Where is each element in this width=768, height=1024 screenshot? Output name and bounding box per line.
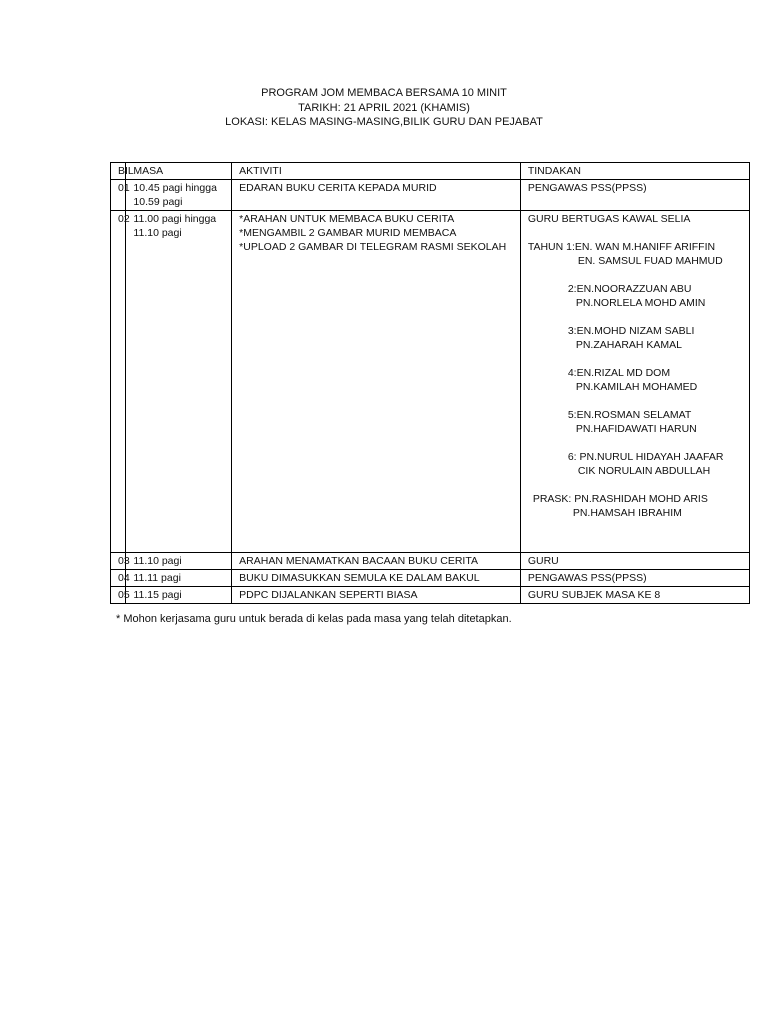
teacher-group-tahun5 bbox=[528, 408, 742, 436]
teacher-group-prask bbox=[528, 492, 742, 520]
cell-aktiviti: BUKU DIMASUKKAN SEMULA KE DALAM BAKUL bbox=[232, 570, 521, 587]
cell-aktiviti: EDARAN BUKU CERITA KEPADA MURID bbox=[232, 180, 521, 211]
teacher-line: PN.NORLELA MOHD AMIN bbox=[575, 297, 706, 309]
cell-tindakan: GURU SUBJEK MASA KE 8 bbox=[520, 587, 749, 604]
aktiviti-line: *ARAHAN UNTUK MEMBACA BUKU CERITA bbox=[239, 213, 455, 225]
aktiviti-line: *UPLOAD 2 GAMBAR DI TELEGRAM RASMI SEKOLAH bbox=[239, 241, 507, 253]
cell-aktiviti: ARAHAN MENAMATKAN BACAAN BUKU CERITA bbox=[232, 553, 521, 570]
teacher-line: EN. SAMSUL FUAD MAHMUD bbox=[577, 255, 723, 267]
cell-masa: 11.11 pagi bbox=[126, 570, 232, 587]
tindakan-title: GURU BERTUGAS KAWAL SELIA bbox=[527, 213, 691, 225]
table-row bbox=[111, 211, 750, 553]
teacher-line: CIK NORULAIN ABDULLAH bbox=[577, 465, 711, 477]
table-header-row bbox=[111, 163, 750, 180]
cell-masa: 11.10 pagi bbox=[126, 553, 232, 570]
cell-bil: 04 bbox=[111, 570, 126, 587]
cell-bil: 03 bbox=[111, 553, 126, 570]
footnote: * Mohon kerjasama guru untuk berada di kelas pada masa yang telah ditetapkan. bbox=[116, 613, 512, 625]
teacher-line: 6: PN.NURUL HIDAYAH JAAFAR bbox=[567, 451, 724, 463]
teacher-group-tahun3 bbox=[528, 324, 742, 352]
schedule-table bbox=[110, 162, 750, 604]
masa-line: 11.10 pagi bbox=[133, 227, 182, 239]
teacher-group-tahun4 bbox=[528, 366, 742, 394]
header-aktiviti: AKTIVITI bbox=[232, 163, 521, 180]
table-row bbox=[111, 570, 750, 587]
cell-tindakan: GURU bbox=[520, 553, 749, 570]
cell-masa: 11.15 pagi bbox=[126, 587, 232, 604]
teacher-group-tahun6 bbox=[528, 450, 742, 478]
cell-bil: 05 bbox=[111, 587, 126, 604]
header-masa: MASA bbox=[126, 163, 232, 180]
table-row bbox=[111, 553, 750, 570]
table-row bbox=[111, 587, 750, 604]
cell-aktiviti bbox=[232, 211, 521, 553]
program-title: PROGRAM JOM MEMBACA BERSAMA 10 MINIT bbox=[261, 87, 507, 99]
teacher-line: PN.HAFIDAWATI HARUN bbox=[575, 423, 697, 435]
teacher-line: 5:EN.ROSMAN SELAMAT bbox=[567, 409, 692, 421]
masa-line: 10.59 pagi bbox=[133, 196, 183, 208]
teacher-line: PN.HAMSAH IBRAHIM bbox=[572, 507, 682, 519]
document-header bbox=[0, 86, 768, 130]
cell-tindakan: PENGAWAS PSS(PPSS) bbox=[520, 570, 749, 587]
table-row bbox=[111, 180, 750, 211]
cell-masa bbox=[126, 211, 232, 553]
teacher-line: PRASK: PN.RASHIDAH MOHD ARIS bbox=[532, 493, 708, 505]
program-location: LOKASI: KELAS MASING-MASING,BILIK GURU DAN PEJABAT bbox=[225, 116, 543, 128]
teacher-line: 3:EN.MOHD NIZAM SABLI bbox=[567, 325, 695, 337]
teacher-group-tahun2 bbox=[528, 282, 742, 310]
teacher-line: PN.KAMILAH MOHAMED bbox=[575, 381, 698, 393]
aktiviti-line: *MENGAMBIL 2 GAMBAR MURID MEMBACA bbox=[239, 227, 457, 239]
teacher-line: TAHUN 1:EN. WAN M.HANIFF ARIFFIN bbox=[527, 241, 716, 253]
cell-masa bbox=[126, 180, 232, 211]
teacher-line: 4:EN.RIZAL MD DOM bbox=[567, 367, 671, 379]
program-date: TARIKH: 21 APRIL 2021 (KHAMIS) bbox=[298, 101, 470, 114]
header-tindakan: TINDAKAN bbox=[520, 163, 749, 180]
cell-aktiviti: PDPC DIJALANKAN SEPERTI BIASA bbox=[232, 587, 521, 604]
teacher-line: 2:EN.NOORAZZUAN ABU bbox=[567, 283, 692, 295]
masa-line: 10.45 pagi hingga bbox=[133, 182, 217, 194]
cell-tindakan: PENGAWAS PSS(PPSS) bbox=[520, 180, 749, 211]
cell-bil: 01 bbox=[111, 180, 126, 211]
header-bil: BIL bbox=[111, 163, 126, 180]
cell-bil: 02 bbox=[111, 211, 126, 553]
cell-tindakan bbox=[520, 211, 749, 553]
masa-line: 11.00 pagi hingga bbox=[133, 213, 217, 225]
teacher-line: PN.ZAHARAH KAMAL bbox=[575, 339, 683, 351]
teacher-group-tahun1 bbox=[528, 240, 742, 268]
